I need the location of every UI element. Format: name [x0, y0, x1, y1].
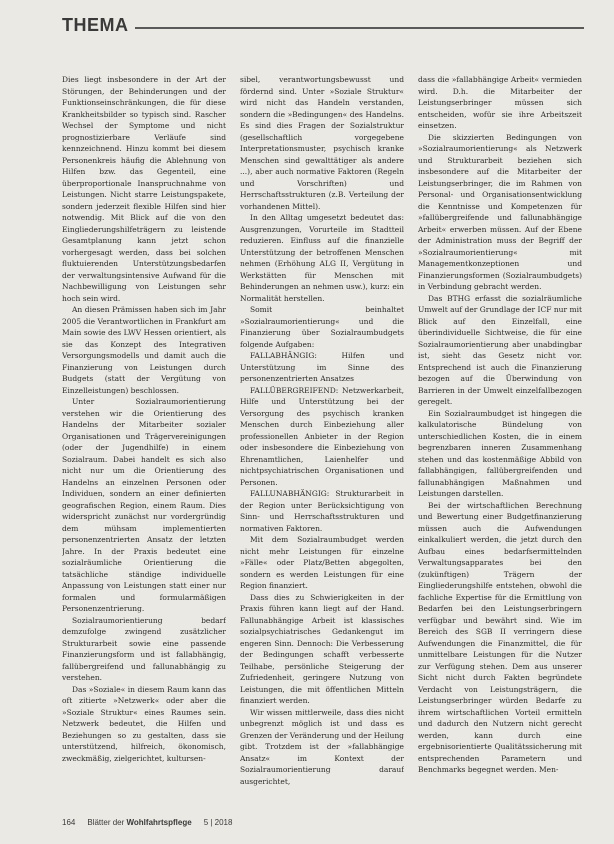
paragraph: Dies liegt insbesondere in der Art der Störungen, der Behinderungen und der Funktionseinschränkungen, die für diese Krankheitsbilder so typisch sind. Rascher Wechsel der Symptome und nicht prognostizierbare Verläufe sind kennzeichnend. Hinzu kommt bei diesem Personenkreis häufig die Ablehnung von Hilfen bzw. das Gegenteil, eine überproportionale Inanspruchnahme von Leistungen. Nicht starre Leistungspakete, sondern jederzeit flexible Hilfen sind hier notwendig. Mit Blick auf die von den Eingliederungshilfeträgern zu leistende Gesamtplanung kann jetzt schon vorhergesagt werden, dass bei solchen fluktuierenden Unterstützungsbedarfen der verwaltungsintensive Aufwand für die Nachbewilligung von Leistungen sehr hoch sein wird.	[62, 75, 226, 303]
paragraph: Das BTHG erfasst die sozialräumliche Umwelt auf der Grundlage der ICF nur mit Blick auf den Einzelfall, eine überindividuelle Sichtweise, die für eine Sozialraumorientierung aber unabdingbar ist, sieht das Gesetz nicht vor. Entsprechend ist auch die Finanzierung bezogen auf die Überwindung von Barrieren in der Umwelt einzelfallbezogen geregelt.	[418, 293, 582, 406]
text-column-2	[240, 74, 404, 814]
paragraph: Sozialraumorientierung bedarf demzufolge zwingend zusätzlicher Strukturarbeit sowie eine passende Finanzierungsform und ist fallabhängig, fallübergreifend und fallunabhängig zu verstehen.	[62, 615, 226, 682]
page-number: 164	[62, 818, 76, 827]
paragraph: FALLUNABHÄNGIG: Strukturarbeit in der Region unter Berücksichtigung von Sinn- und Herrschaftsstrukturen und normativen Faktoren.	[240, 489, 404, 533]
paragraph: Dass dies zu Schwierigkeiten in der Praxis führen kann liegt auf der Hand. Fallunabhängige Arbeit ist klassisches sozialpsychiatrisches Gedankengut im engeren Sinn. Dennoch: Die Verbesserung der Bedingungen schafft verbesserte Teilhabe, persönliche Steigerung der Zufriedenheit, geringere Nutzung von Leistungen, die mit öffentlichen Mitteln finanziert werden.	[240, 592, 404, 705]
page-footer	[62, 818, 584, 827]
paragraph: An diesen Prämissen haben sich im Jahr 2005 die Verantwortlichen in Frankfurt am Main sowie des LWV Hessen orientiert, als sie das Konzept des Integrativen Versorgungsmodells und damit auch die Finanzierung von Leistungen durch Budgets (statt der Vergütung von Einzelleistungen) beschlossen.	[62, 305, 226, 395]
paragraph: FALLÜBERGREIFEND: Netzwerkarbeit, Hilfe und Unterstützung bei der Versorgung des psychisch kranken Menschen durch Einbeziehung aller professionellen Anbieter in der Region oder insbesondere die Einbeziehung von Ehrenamtlichen, Laienhelfer und nichtpsychiatrischen Organisationen und Personen.	[240, 385, 404, 487]
paragraph: Das »Soziale« in diesem Raum kann das oft zitierte »Netzwerk« oder aber die »Soziale Struktur« eines Raumes sein. Netzwerk bedeutet, die Hilfen und Beziehungen so zu gestalten, dass sie unterstützend, hilfreich, ökonomisch, zweckmäßig, zielgerichtet, kultursen-	[62, 684, 226, 763]
paragraph: Unter Sozialraumorientierung verstehen wir die Orientierung des Handelns der Mitarbeiter sozialer Organisationen und Trägervereinigungen (oder der Jugendhilfe) in einem Sozialraum. Dabei handelt es sich also nicht nur um die Orientierung des Handelns an einzelnen Personen oder Individuen, sondern an einer definierten geografischen Region, einem Raum. Dies widerspricht zunächst nur vordergründig dem mühsam implementierten personenzentrierten Ansatz der letzten Jahre. In der Praxis bedeutet eine sozialräumliche Orientierung die tatsächliche ständige individuelle Anpassung von Leistungen statt einer nur formalen und formularmäßigen Personenzentrierung.	[62, 397, 226, 613]
section-title: THEMA	[62, 14, 129, 35]
text-column-1	[62, 74, 226, 814]
paragraph: Bei der wirtschaftlichen Berechnung und Bewertung einer Budgetfinanzierung müssen auch die Aufwendungen einkalkuliert werden, die jetzt durch den Aufbau eines bedarfsermittelnden Verwaltungsapparates bei den (zukünftigen) Trägern der Eingliederungshilfe entstehen, obwohl die fachliche Expertise für die Ermittlung von Bedarfen bei den Leistungserbringern verfügbar und bewährt sind. Wie im Bereich des SGB II verringern diese Aufwendungen die Finanzmittel, die für unmittelbare Leistungen für die Nutzer zur Verfügung stehen. Dem aus unserer Sicht nicht durch Fakten begründete Verdacht von Leistungsträgern, die Leistungserbringer würden Bedarfe zu ihrem wirtschaftlichen Vorteil ermitteln und dadurch den Nutzern nicht gerecht werden, kann durch eine ergebnisorientierte Qualitätssicherung mit entsprechenden Parametern und Benchmarks begegnet werden. Men-	[418, 500, 582, 774]
paragraph: Mit dem Sozialraumbudget werden nicht mehr Leistungen für einzelne »Fälle« oder Platz/Betten abgegolten, sondern es werden Leistungen für eine Region finanziert.	[240, 535, 404, 590]
header-rule	[135, 27, 585, 29]
paragraph: sibel, verantwortungsbewusst und fördernd sind. Unter »Soziale Struktur« wird nicht das Handeln verstanden, sondern die »Bedingungen« des Handelns. Es sind dies Fragen der Sozialstruktur (gesellschaftlich vorgegebene Interpretationsmuster, psychisch kranke Menschen sind gewalttätiger als andere ...), aber auch normative Faktoren (Regeln und Vorschriften) und Herrschaftsstrukturen (z.B. Verteilung der vorhandenen Mittel).	[240, 75, 404, 211]
section-header	[62, 14, 584, 36]
paragraph: Wir wissen mittlerweile, dass dies nicht unbegrenzt möglich ist und dass es Grenzen der Veränderung und der Heilung gibt. Trotzdem ist der »fallabhängige Ansatz« im Kontext der Sozialraumorientierung darauf ausgerichtet,	[240, 707, 404, 786]
paragraph: Ein Sozialraumbudget ist hingegen die kalkulatorische Bündelung von unterschiedlichen Kosten, die in einem begrenzbaren inneren Zusammenhang stehen und das kostenmäßige Abbild von fallabhängigen, fallübergreifenden und fallunabhängigen Maßnahmen und Leistungen darstellen.	[418, 408, 582, 498]
journal-name: Wohlfahrtspflege	[126, 818, 192, 827]
journal-title	[87, 818, 191, 827]
paragraph: Die skizzierten Bedingungen von »Sozialraumorientierung« als Netzwerk und Strukturarbeit beziehen sich insbesondere auf die Mitarbeiter der Leistungserbringer, die im Rahmen von Personal- und Organisationsentwicklung die Kenntnisse und Kompetenzen für »fallübergreifende und fallunabhängige Arbeit« erwerben müssen. Auf der Ebene der Administration muss der Begriff der »Sozialraumorientierung« mit Managementkonzeptionen und Finanzierungsformen (Sozialraumbudgets) in Verbindung gebracht werden.	[418, 132, 582, 291]
text-columns	[62, 74, 582, 814]
paragraph: In den Alltag umgesetzt bedeutet das: Ausgrenzungen, Vorurteile im Stadtteil reduzieren. Einfluss auf die finanzielle Unterstützung der betroffenen Menschen nehmen (Erhöhung ALG II, Vergütung in Werkstätten für Menschen mit Behinderungen an nehmen usw.), kurz: ein Normalität herstellen.	[240, 213, 404, 303]
issue-number: 5 | 2018	[203, 818, 233, 827]
paragraph: FALLABHÄNGIG: Hilfen und Unterstützung im Sinne des personenzentrierten Ansatzes	[240, 351, 404, 383]
paragraph: Somit beinhaltet »Sozialraumorientierung« und die Finanzierung über Sozialraumbudgets folgende Aufgaben:	[240, 305, 404, 349]
text-column-3	[418, 74, 582, 814]
paragraph: dass die »fallabhängige Arbeit« vermieden wird. D.h. die Mitarbeiter der Leistungserbringer müssen sich entscheiden, wofür sie ihre Arbeitszeit einsetzen.	[418, 75, 582, 130]
journal-prefix: Blätter der	[87, 818, 125, 827]
